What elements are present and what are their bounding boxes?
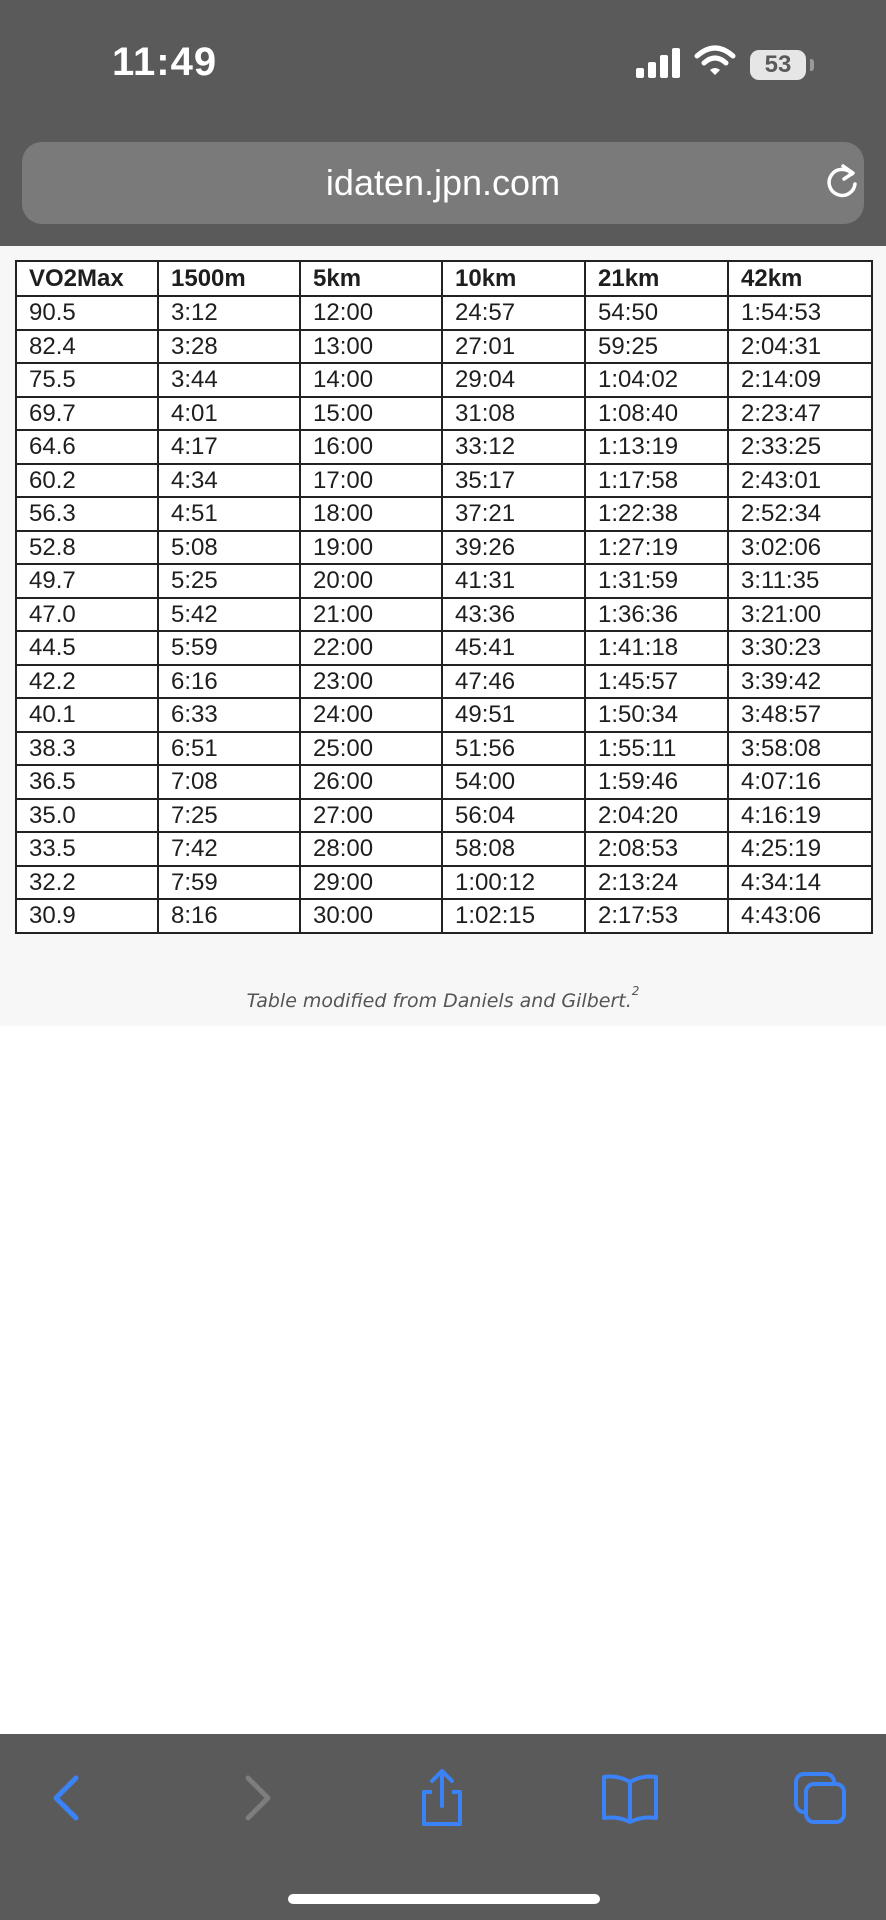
col-header-5km: 5km: [300, 261, 442, 296]
cell-5km: 19:00: [300, 531, 442, 565]
cell-1500m: 6:16: [158, 665, 300, 699]
cell-5km: 24:00: [300, 698, 442, 732]
cell-42km: 2:33:25: [728, 430, 872, 464]
cell-42km: 4:16:19: [728, 799, 872, 833]
cell-1500m: 4:17: [158, 430, 300, 464]
cell-21km: 1:36:36: [585, 598, 728, 632]
cell-42km: 3:58:08: [728, 732, 872, 766]
cell-21km: 2:13:24: [585, 866, 728, 900]
cell-10km: 35:17: [442, 464, 585, 498]
cell-5km: 14:00: [300, 363, 442, 397]
cell-1500m: 7:42: [158, 832, 300, 866]
cell-10km: 41:31: [442, 564, 585, 598]
cell-5km: 22:00: [300, 631, 442, 665]
cell-21km: 1:55:11: [585, 732, 728, 766]
cell-1500m: 6:33: [158, 698, 300, 732]
bookmarks-icon[interactable]: [598, 1766, 662, 1830]
cell-21km: 59:25: [585, 330, 728, 364]
cell-10km: 1:00:12: [442, 866, 585, 900]
home-indicator: [288, 1894, 600, 1904]
reload-icon[interactable]: [822, 162, 862, 202]
cell-vo2max: 64.6: [16, 430, 158, 464]
cell-10km: 47:46: [442, 665, 585, 699]
cell-42km: 4:07:16: [728, 765, 872, 799]
table-row: [16, 296, 872, 330]
share-icon[interactable]: [410, 1766, 474, 1830]
table-body: [16, 296, 872, 933]
cell-1500m: 5:59: [158, 631, 300, 665]
url-text[interactable]: idaten.jpn.com: [325, 162, 561, 203]
wifi-icon: [694, 44, 736, 78]
cell-vo2max: 60.2: [16, 464, 158, 498]
cell-21km: 2:17:53: [585, 899, 728, 933]
cell-5km: 20:00: [300, 564, 442, 598]
cell-1500m: 4:51: [158, 497, 300, 531]
cell-vo2max: 47.0: [16, 598, 158, 632]
cell-vo2max: 69.7: [16, 397, 158, 431]
cell-5km: 30:00: [300, 899, 442, 933]
cell-1500m: 8:16: [158, 899, 300, 933]
table-row: [16, 732, 872, 766]
cell-21km: 1:17:58: [585, 464, 728, 498]
cell-1500m: 7:25: [158, 799, 300, 833]
cell-vo2max: 33.5: [16, 832, 158, 866]
cell-10km: 49:51: [442, 698, 585, 732]
cell-10km: 51:56: [442, 732, 585, 766]
cell-21km: 1:41:18: [585, 631, 728, 665]
col-header-42km: 42km: [728, 261, 872, 296]
cell-5km: 17:00: [300, 464, 442, 498]
cell-21km: 1:04:02: [585, 363, 728, 397]
col-header-1500m: 1500m: [158, 261, 300, 296]
table-row: [16, 765, 872, 799]
col-header-21km: 21km: [585, 261, 728, 296]
cell-10km: 33:12: [442, 430, 585, 464]
table-row: [16, 397, 872, 431]
cell-vo2max: 44.5: [16, 631, 158, 665]
cell-42km: 3:39:42: [728, 665, 872, 699]
cell-5km: 16:00: [300, 430, 442, 464]
cell-21km: 2:04:20: [585, 799, 728, 833]
table-row: [16, 866, 872, 900]
browser-toolbar: [0, 1734, 886, 1920]
cell-42km: 2:14:09: [728, 363, 872, 397]
cell-1500m: 6:51: [158, 732, 300, 766]
cell-1500m: 7:59: [158, 866, 300, 900]
cell-5km: 21:00: [300, 598, 442, 632]
cell-1500m: 4:01: [158, 397, 300, 431]
cell-vo2max: 32.2: [16, 866, 158, 900]
cell-vo2max: 30.9: [16, 899, 158, 933]
table-row: [16, 330, 872, 364]
cell-vo2max: 56.3: [16, 497, 158, 531]
cell-vo2max: 42.2: [16, 665, 158, 699]
cell-vo2max: 52.8: [16, 531, 158, 565]
cell-vo2max: 40.1: [16, 698, 158, 732]
battery-indicator: 53: [750, 50, 806, 80]
cell-vo2max: 49.7: [16, 564, 158, 598]
cell-vo2max: 90.5: [16, 296, 158, 330]
cell-21km: 1:45:57: [585, 665, 728, 699]
cell-5km: 15:00: [300, 397, 442, 431]
cell-10km: 39:26: [442, 531, 585, 565]
cell-21km: 1:31:59: [585, 564, 728, 598]
table-row: [16, 665, 872, 699]
cell-1500m: 5:42: [158, 598, 300, 632]
cell-42km: 2:52:34: [728, 497, 872, 531]
cell-5km: 27:00: [300, 799, 442, 833]
cell-10km: 58:08: [442, 832, 585, 866]
table-row: [16, 363, 872, 397]
cell-5km: 26:00: [300, 765, 442, 799]
cell-42km: 4:43:06: [728, 899, 872, 933]
cell-10km: 37:21: [442, 497, 585, 531]
cell-5km: 12:00: [300, 296, 442, 330]
cell-21km: 1:50:34: [585, 698, 728, 732]
cell-5km: 13:00: [300, 330, 442, 364]
col-header-vo2max: VO2Max: [16, 261, 158, 296]
table-row: [16, 598, 872, 632]
cell-1500m: 5:25: [158, 564, 300, 598]
cell-5km: 25:00: [300, 732, 442, 766]
cell-21km: 54:50: [585, 296, 728, 330]
battery-nub: [810, 59, 814, 71]
cell-21km: 1:13:19: [585, 430, 728, 464]
col-header-10km: 10km: [442, 261, 585, 296]
cell-42km: 1:54:53: [728, 296, 872, 330]
cell-10km: 54:00: [442, 765, 585, 799]
cellular-signal-icon: [634, 46, 682, 80]
cell-42km: 3:48:57: [728, 698, 872, 732]
cell-21km: 1:27:19: [585, 531, 728, 565]
cell-vo2max: 38.3: [16, 732, 158, 766]
cell-1500m: 7:08: [158, 765, 300, 799]
cell-10km: 27:01: [442, 330, 585, 364]
caption-text: Table modified from Daniels and Gilbert.: [246, 990, 632, 1012]
table-row: [16, 497, 872, 531]
cell-5km: 29:00: [300, 866, 442, 900]
cell-1500m: 3:44: [158, 363, 300, 397]
address-bar[interactable]: [22, 142, 864, 224]
forward-icon[interactable]: [226, 1766, 290, 1830]
cell-21km: 1:59:46: [585, 765, 728, 799]
cell-42km: 3:11:35: [728, 564, 872, 598]
status-time: 11:49: [112, 40, 218, 84]
table-row: [16, 832, 872, 866]
cell-21km: 2:08:53: [585, 832, 728, 866]
cell-vo2max: 82.4: [16, 330, 158, 364]
cell-42km: 3:02:06: [728, 531, 872, 565]
cell-10km: 1:02:15: [442, 899, 585, 933]
table-row: [16, 430, 872, 464]
back-icon[interactable]: [34, 1766, 98, 1830]
cell-10km: 56:04: [442, 799, 585, 833]
table-row: [16, 564, 872, 598]
cell-42km: 2:43:01: [728, 464, 872, 498]
cell-5km: 23:00: [300, 665, 442, 699]
cell-10km: 29:04: [442, 363, 585, 397]
cell-vo2max: 75.5: [16, 363, 158, 397]
cell-42km: 4:34:14: [728, 866, 872, 900]
cell-vo2max: 35.0: [16, 799, 158, 833]
table-caption: [0, 984, 886, 1012]
cell-1500m: 3:28: [158, 330, 300, 364]
cell-10km: 24:57: [442, 296, 585, 330]
table-row: [16, 899, 872, 933]
cell-1500m: 3:12: [158, 296, 300, 330]
cell-10km: 43:36: [442, 598, 585, 632]
tabs-icon[interactable]: [788, 1766, 852, 1830]
browser-top-bar: [0, 0, 886, 246]
table-header-row: [16, 261, 872, 296]
cell-42km: 4:25:19: [728, 832, 872, 866]
table-row: [16, 631, 872, 665]
table-row: [16, 531, 872, 565]
cell-42km: 2:23:47: [728, 397, 872, 431]
cell-5km: 28:00: [300, 832, 442, 866]
cell-vo2max: 36.5: [16, 765, 158, 799]
cell-42km: 2:04:31: [728, 330, 872, 364]
page-content: [0, 246, 886, 1026]
table-row: [16, 799, 872, 833]
cell-5km: 18:00: [300, 497, 442, 531]
cell-10km: 45:41: [442, 631, 585, 665]
caption-footnote: 2: [631, 984, 640, 998]
vo2max-race-time-table: [15, 260, 873, 934]
cell-21km: 1:08:40: [585, 397, 728, 431]
cell-21km: 1:22:38: [585, 497, 728, 531]
cell-42km: 3:21:00: [728, 598, 872, 632]
table-row: [16, 698, 872, 732]
cell-1500m: 5:08: [158, 531, 300, 565]
table-row: [16, 464, 872, 498]
cell-1500m: 4:34: [158, 464, 300, 498]
cell-42km: 3:30:23: [728, 631, 872, 665]
cell-10km: 31:08: [442, 397, 585, 431]
